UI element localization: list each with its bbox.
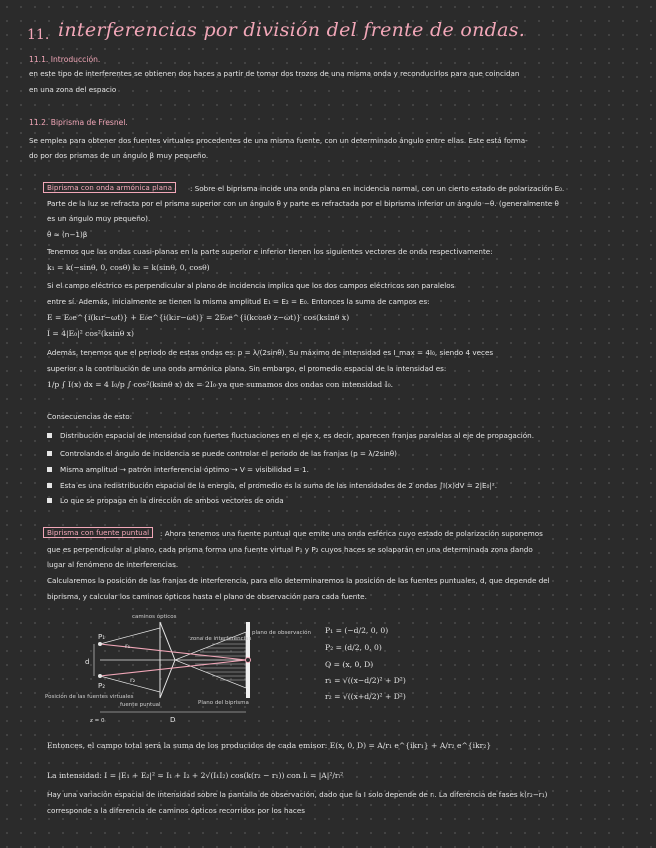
label-plano: plano de observación: [252, 630, 312, 636]
biprism-intro-line: Se emplea para obtener dos fuentes virtuales procedentes de una misma fuente, con un determinado ángulo entre ellas. Este está forma-: [29, 136, 528, 145]
coord-q: Q = (x, 0, D): [325, 660, 374, 669]
section-heading-biprism: 11.2. Biprisma de Fresnel.: [29, 118, 128, 127]
virtual-source-p2: [98, 674, 102, 678]
virtual-source-p1: [98, 642, 102, 646]
final-line: corresponde a la diferencia de caminos ópticos recorridos por los haces: [47, 806, 306, 815]
consequence-item: Lo que se propaga en la dirección de ambos vectores de onda: [60, 496, 284, 505]
point-q: [246, 658, 251, 663]
plane-wave-line: entre sí. Además, inicialmente se tienen la misma amplitud E₁ = E₂ = E₀. Entonces la suma de campos es:: [47, 297, 430, 306]
plane-wave-line: es un ángulo muy pequeño).: [47, 214, 151, 223]
chapter-number: 11.: [27, 27, 50, 43]
label-r1: r₁: [125, 642, 131, 650]
intro-line: en este tipo de interferentes se obtienen dos haces a partir de tomar dos trozos de una misma onda y reconducirlos para que coincidan: [29, 69, 520, 78]
label-r2: r₂: [130, 676, 136, 684]
average-intensity-formula: 1/p ∫ I(x) dx = 4 I₀/p ∫ cos²(ksinθ x) dx = 2I₀ ya que sumamos dos ondas con intensidad I₀.: [47, 380, 394, 389]
consequences-heading: Consecuencias de esto:: [47, 412, 133, 421]
label-zona: zona de interferencias: [190, 636, 252, 642]
section-heading-intro: 11.1. Introducción.: [29, 55, 101, 64]
coord-p1: P₁ = (−d/2, 0, 0): [325, 626, 389, 635]
label-distance: D: [170, 716, 176, 724]
consequence-item: Esta es una redistribución espacial de la energía, el promedio es la suma de las intensidades de 2 ondas ∫I(x)dV = 2|E₀|².: [60, 481, 498, 490]
point-source-label: Biprisma con fuente puntual: [43, 527, 153, 538]
point-source-line: : Ahora tenemos una fuente puntual que emite una onda esférica cuyo estado de polarización suponemos: [160, 529, 543, 538]
plane-wave-line: Parte de la luz se refracta por el prisma superior con un ángulo θ y parte es refractada por el biprisma inferior un ángulo −θ. (generalmente θ: [47, 199, 559, 208]
label-d: d: [85, 658, 90, 666]
label-puntual: fuente puntual: [120, 702, 161, 708]
point-source-line: Calcularemos la posición de las franjas de interferencia, para ello determinaremos la posición de las fuentes puntuales, d, que depende del: [47, 576, 550, 585]
intro-line: en una zona del espacio: [29, 85, 117, 94]
total-field-line: Entonces, el campo total será la suma de los producidos de cada emisor: E(x, 0, D) = A/r₁ e^{ikr₁} + A/r₂ e^{ikr₂}: [47, 741, 492, 750]
point-source-line: que es perpendicular al plano, cada prisma forma una fuente virtual P₁ y P₂ cuyos haces se solaparán en una determinada zona dando: [47, 545, 533, 554]
plane-wave-line: : Sobre el biprisma incide una onda plana en incidencia normal, con un cierto estado de polarización E₀.: [190, 184, 565, 193]
wave-vectors: k₁ = k(−sinθ, 0, cosθ) k₂ = k(sinθ, 0, cosθ): [47, 263, 210, 272]
plane-wave-line: Si el campo eléctrico es perpendicular al plano de incidencia implica que los dos campos eléctricos son paralelos: [47, 281, 455, 290]
label-z0: z = 0: [90, 718, 105, 724]
final-line: Hay una variación espacial de intensidad sobre la pantalla de observación, dado que la I solo depende de rᵢ. La diferencia de fases k(r₂−r₁): [47, 790, 548, 799]
biprism-intro-line: do por dos prismas de un ángulo β muy pequeño.: [29, 151, 209, 160]
page-title: interferencias por división del frente de ondas.: [58, 19, 526, 41]
consequence-item: Distribución espacial de intensidad con fuertes fluctuaciones en el eje x, es decir, aparecen franjas paralelas al eje de propagación.: [60, 431, 535, 440]
label-p2: P₂: [98, 682, 106, 690]
point-source-line: lugar al fenómeno de interferencias.: [47, 560, 179, 569]
label-fuentes: Posición de las fuentes virtuales: [45, 694, 134, 700]
intensity-formula: I = 4|E₀|² cos²(ksinθ x): [47, 329, 134, 338]
plane-wave-line: superior a la contribución de una onda armónica plana. Sin embargo, el promedio espacial de la intensidad es:: [47, 364, 447, 373]
plane-wave-line: Tenemos que las ondas cuasi-planas en la parte superior e inferior tienen los siguientes vectores de onda respectivamente:: [47, 247, 493, 256]
label-biprisma: Plano del biprisma: [198, 700, 249, 706]
plane-wave-line: Además, tenemos que el periodo de estas ondas es: p = λ/(2sinθ). Su máximo de intensidad es I_max = 4I₀, siendo 4 veces: [47, 348, 494, 357]
label-p1: P₁: [98, 633, 106, 641]
intensity-line: La intensidad: I = |E₁ + E₂|² = I₁ + I₂ + 2√(I₁I₂) cos(k(r₂ − r₁)) con Iᵢ = |A|²/rᵢ²: [47, 771, 344, 780]
plane-wave-line: θ ≈ (n−1)β: [47, 230, 88, 239]
coord-r1: r₁ = √((x−d/2)² + D²): [325, 676, 406, 685]
consequence-item: Controlando el ángulo de incidencia se puede controlar el periodo de las franjas (p = λ/2sinθ): [60, 449, 397, 458]
label-caminos: caminos ópticos: [132, 614, 177, 620]
field-sum-formula: E = E₀e^{i(k₁r−ωt)} + E₀e^{i(k₂r−ωt)} = 2E₀e^{i(kcosθ z−ωt)} cos(ksinθ x): [47, 313, 350, 322]
plane-wave-label: Biprisma con onda armónica plana: [43, 182, 176, 193]
point-source-line: biprisma, y calcular los caminos ópticos hasta el plano de observación para cada fuente.: [47, 592, 367, 601]
coord-p2: P₂ = (d/2, 0, 0): [325, 643, 382, 652]
consequence-item: Misma amplitud → patrón interferencial óptimo → V = visibilidad = 1.: [60, 465, 309, 474]
coord-r2: r₂ = √((x+d/2)² + D²): [325, 692, 406, 701]
